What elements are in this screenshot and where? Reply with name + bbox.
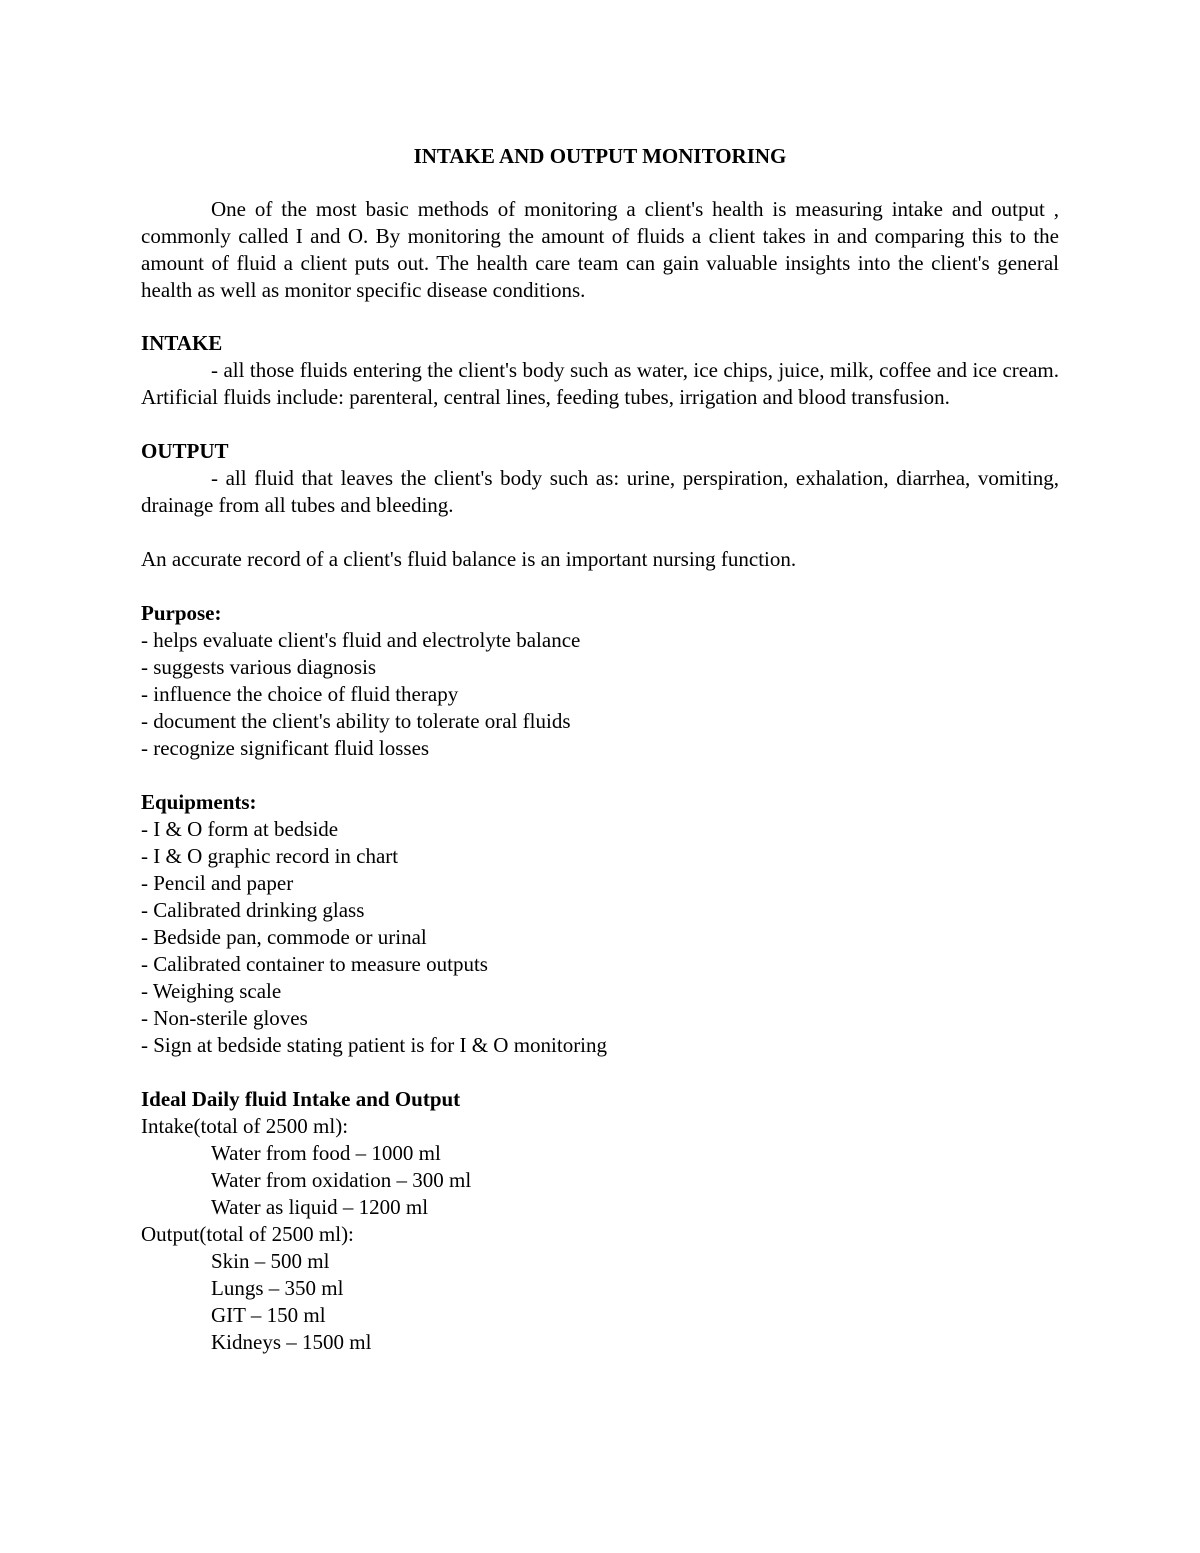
ideal-output-item: Skin – 500 ml	[211, 1249, 330, 1273]
intake-text: - all those fluids entering the client's body such as water, ice chips, juice, milk, coffee and ice cream. Artificial fluids include: parenteral, central lines, feeding tubes, irrigation and blood transfusion.	[141, 358, 1059, 409]
output-heading: OUTPUT	[141, 439, 229, 463]
intake-heading: INTAKE	[141, 331, 223, 355]
ideal-intake-item: Water from oxidation – 300 ml	[211, 1168, 472, 1192]
equipment-item: - Calibrated drinking glass	[141, 898, 365, 922]
equipment-item: - Pencil and paper	[141, 871, 294, 895]
equipment-item: - I & O form at bedside	[141, 817, 339, 841]
purpose-item: - suggests various diagnosis	[141, 655, 377, 679]
ideal-output-item: GIT – 150 ml	[211, 1303, 326, 1327]
output-text: - all fluid that leaves the client's body such as: urine, perspiration, exhalation, diarrhea, vomiting, drainage from all tubes and bleeding.	[141, 466, 1059, 517]
equipment-item: - Calibrated container to measure outputs	[141, 952, 488, 976]
ideal-heading: Ideal Daily fluid Intake and Output	[141, 1087, 461, 1111]
purpose-heading: Purpose:	[141, 601, 222, 625]
nursing-statement: An accurate record of a client's fluid balance is an important nursing function.	[141, 547, 797, 571]
document-title: INTAKE AND OUTPUT MONITORING	[413, 144, 787, 168]
intro-paragraph: One of the most basic methods of monitoring a client's health is measuring intake and output , commonly called I and O. By monitoring the amount of fluids a client takes in and comparing this to the amount of fluid a client puts out. The health care team can gain valuable insights into the client's general health as well as monitor specific disease conditions.	[141, 197, 1059, 302]
ideal-intake-item: Water from food – 1000 ml	[211, 1141, 441, 1165]
document-page	[141, 140, 1059, 1356]
purpose-item: - document the client's ability to tolerate oral fluids	[141, 709, 571, 733]
purpose-item: - influence the choice of fluid therapy	[141, 682, 459, 706]
ideal-intake-item: Water as liquid – 1200 ml	[211, 1195, 429, 1219]
equipment-item: - Non-sterile gloves	[141, 1006, 308, 1030]
equipments-heading: Equipments:	[141, 790, 257, 814]
ideal-output-label: Output(total of 2500 ml):	[141, 1222, 354, 1246]
intake-section	[141, 330, 1059, 411]
ideal-section	[141, 1086, 1059, 1356]
purpose-item: - helps evaluate client's fluid and electrolyte balance	[141, 628, 581, 652]
output-section	[141, 438, 1059, 519]
equipment-item: - Weighing scale	[141, 979, 282, 1003]
equipment-item: - Sign at bedside stating patient is for I & O monitoring	[141, 1033, 608, 1057]
equipment-item: - Bedside pan, commode or urinal	[141, 925, 427, 949]
ideal-output-item: Lungs – 350 ml	[211, 1276, 344, 1300]
purpose-section	[141, 600, 1059, 762]
purpose-item: - recognize significant fluid losses	[141, 736, 430, 760]
ideal-output-item: Kidneys – 1500 ml	[211, 1330, 372, 1354]
equipments-section	[141, 789, 1059, 1059]
ideal-intake-label: Intake(total of 2500 ml):	[141, 1114, 349, 1138]
equipment-item: - I & O graphic record in chart	[141, 844, 399, 868]
